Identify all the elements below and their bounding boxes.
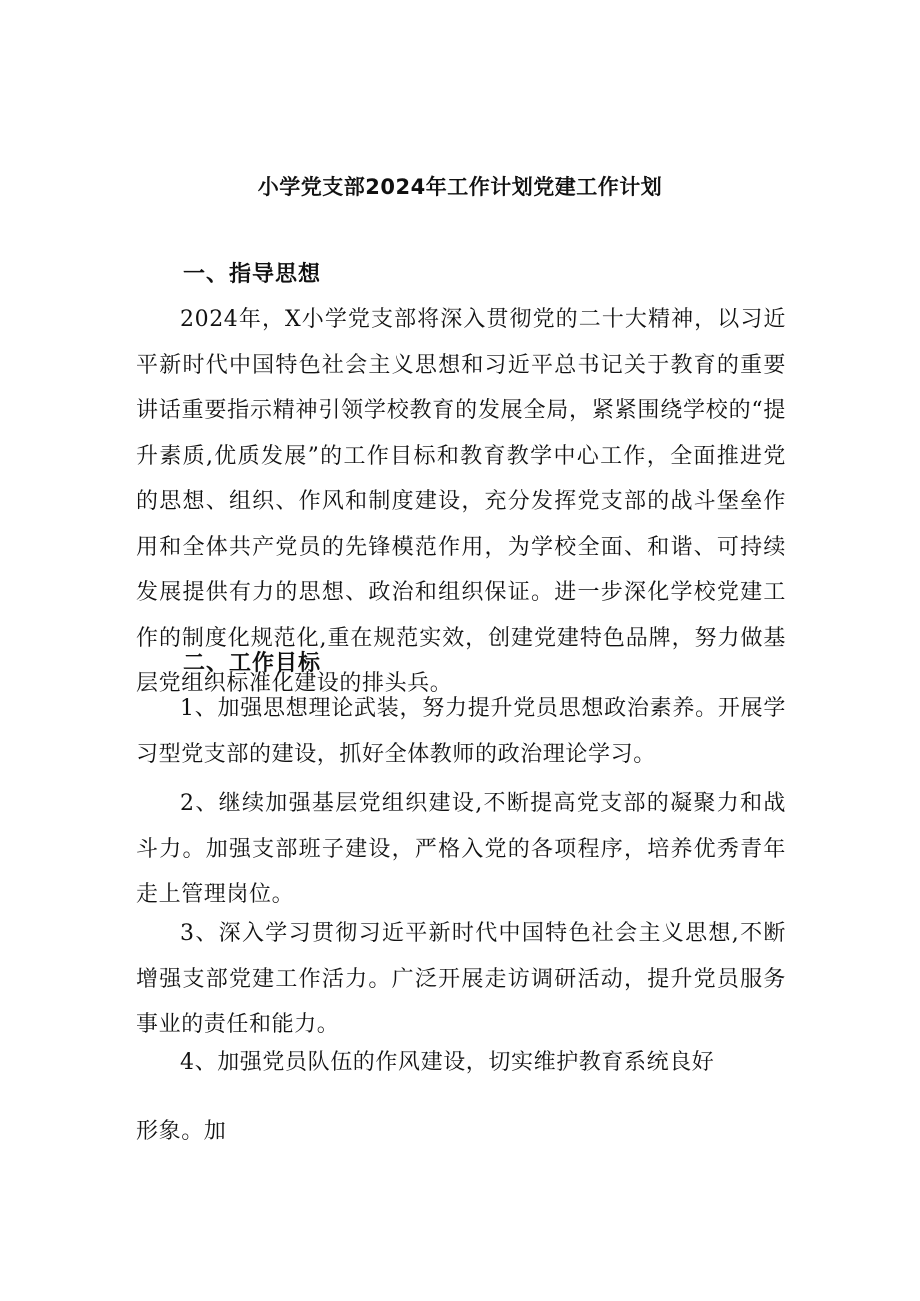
paragraph-goal-2: 2、继续加强基层党组织建设,不断提高党支部的凝聚力和战斗力。加强支部班子建设，严格入党的各项程序，培养优秀青年走上管理岗位。 [136,791,786,907]
section-heading-work-goals: 二、工作目标 [183,651,322,676]
document-title: 小学党支部2024年工作计划党建工作计划 [257,175,663,199]
paragraph-goal-3: 3、深入学习贯彻习近平新时代中国特色社会主义思想,不断增强支部党建工作活力。广泛开展走访调研活动，提升党员服务事业的责任和能力。 [136,921,786,1037]
trailing-text: 形象。加 [136,1119,227,1144]
paragraph-goal-4: 4、加强党员队伍的作风建设，切实维护教育系统良好 [180,1050,715,1075]
section-heading-guiding-ideology: 一、指导思想 [183,262,322,287]
paragraph-guiding-ideology: 2024年，X小学党支部将深入贯彻党的二十大精神，以习近平新时代中国特色社会主义思想和习近平总书记关于教育的重要讲话重要指示精神引领学校教育的发展全局，紧紧围绕学校的“提升素质,优质发展”的工作目标和教育教学中心工作，全面推进党的思想、组织、作风和制度建设，充分发挥党支部的战斗堡垒作用和全体共产党员的先锋模范作用，为学校全面、和谐、可持续发展提供有力的思想、政治和组织保证。进一步深化学校党建工作的制度化规范化,重在规范实效，创建党建特色品牌，努力做基层党组织标准化建设的排头兵。 [136,307,786,696]
paragraph-goal-1: 1、加强思想理论武装，努力提升党员思想政治素养。开展学习型党支部的建设，抓好全体教师的政治理论学习。 [136,696,786,767]
